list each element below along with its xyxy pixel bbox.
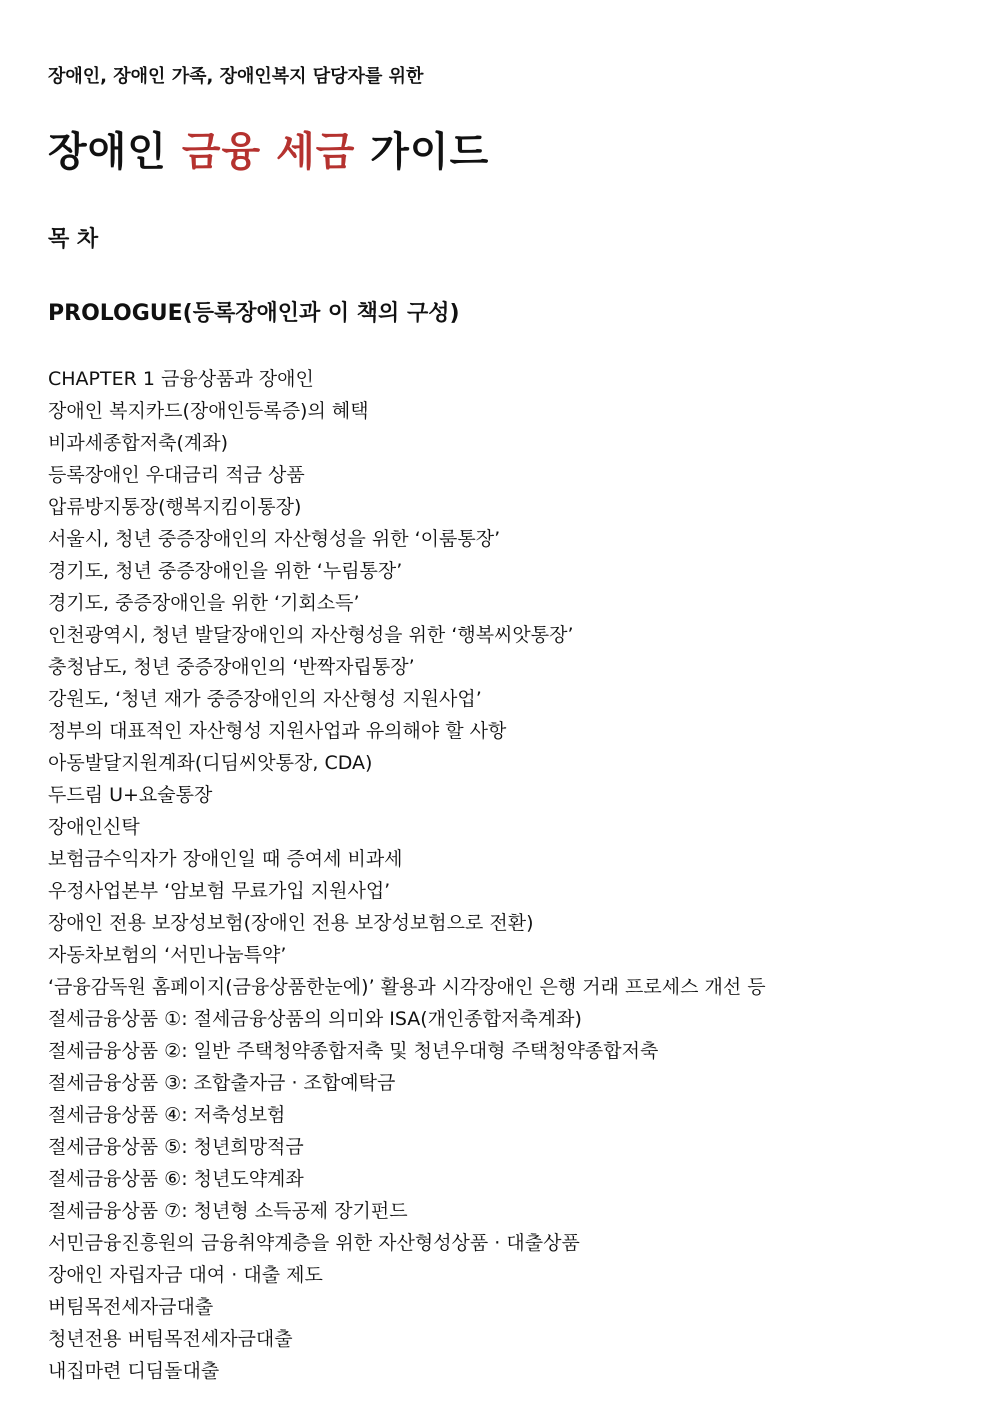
toc-entry: 절세금융상품 ①: 절세금융상품의 의미와 ISA(개인종합저축계좌) xyxy=(48,1008,582,1030)
toc-entry: 장애인 전용 보장성보험(장애인 전용 보장성보험으로 전환) xyxy=(48,912,534,934)
toc-entry: 절세금융상품 ⑦: 청년형 소득공제 장기펀드 xyxy=(48,1200,408,1222)
toc-entry: 장애인 자립자금 대여 · 대출 제도 xyxy=(48,1264,323,1286)
toc-entry: 절세금융상품 ⑤: 청년희망적금 xyxy=(48,1136,304,1158)
toc-entry: 서울시, 청년 중증장애인의 자산형성을 위한 ‘이룸통장’ xyxy=(48,528,501,550)
toc-entry: 버팀목전세자금대출 xyxy=(48,1296,214,1318)
toc-entry: 절세금융상품 ④: 저축성보험 xyxy=(48,1104,286,1126)
toc-entry: 보험금수익자가 장애인일 때 증여세 비과세 xyxy=(48,848,403,870)
title-part-1: 장애인 xyxy=(48,129,182,175)
toc-list xyxy=(48,363,766,1387)
toc-entry: 자동차보험의 ‘서민나눔특약’ xyxy=(48,944,287,966)
toc-entry: 절세금융상품 ②: 일반 주택청약종합저축 및 청년우대형 주택청약종합저축 xyxy=(48,1040,659,1062)
document-title xyxy=(48,120,489,177)
toc-entry: 비과세종합저축(계좌) xyxy=(48,432,229,454)
toc-heading: 목 차 xyxy=(48,227,99,252)
toc-entry: 정부의 대표적인 자산형성 지원사업과 유의해야 할 사항 xyxy=(48,720,507,742)
toc-entry: 경기도, 중증장애인을 위한 ‘기회소득’ xyxy=(48,592,360,614)
toc-entry: 등록장애인 우대금리 적금 상품 xyxy=(48,464,305,486)
toc-entry: 내집마련 디딤돌대출 xyxy=(48,1360,220,1382)
toc-entry: ‘금융감독원 홈페이지(금융상품한눈에)’ 활용과 시각장애인 은행 거래 프로세스 개선 등 xyxy=(48,976,766,998)
toc-entry: 장애인신탁 xyxy=(48,816,140,838)
toc-entry: 아동발달지원계좌(디딤씨앗통장, CDA) xyxy=(48,752,373,774)
toc-entry: 경기도, 청년 중증장애인을 위한 ‘누림통장’ xyxy=(48,560,403,582)
toc-entry: 두드림 U+요술통장 xyxy=(48,784,213,806)
toc-entry: 장애인 복지카드(장애인등록증)의 혜택 xyxy=(48,400,369,422)
toc-entry: 절세금융상품 ⑥: 청년도약계좌 xyxy=(48,1168,304,1190)
toc-entry: 강원도, ‘청년 재가 중증장애인의 자산형성 지원사업’ xyxy=(48,688,482,710)
toc-entry: 인천광역시, 청년 발달장애인의 자산형성을 위한 ‘행복씨앗통장’ xyxy=(48,624,574,646)
toc-entry: 청년전용 버팀목전세자금대출 xyxy=(48,1328,293,1350)
toc-entry: 절세금융상품 ③: 조합출자금 · 조합예탁금 xyxy=(48,1072,396,1094)
toc-entry: CHAPTER 1 금융상품과 장애인 xyxy=(48,368,314,390)
toc-entry: 우정사업본부 ‘암보험 무료가입 지원사업’ xyxy=(48,880,391,902)
toc-entry: 충청남도, 청년 중증장애인의 ‘반짝자립통장’ xyxy=(48,656,415,678)
document-subtitle: 장애인, 장애인 가족, 장애인복지 담당자를 위한 xyxy=(48,66,424,87)
toc-prologue: PROLOGUE(등록장애인과 이 책의 구성) xyxy=(48,301,460,326)
title-part-2: 가이드 xyxy=(355,129,490,175)
toc-entry: 압류방지통장(행복지킴이통장) xyxy=(48,496,302,518)
title-accent: 금융 세금 xyxy=(181,129,356,175)
toc-entry: 서민금융진흥원의 금융취약계층을 위한 자산형성상품 · 대출상품 xyxy=(48,1232,580,1254)
